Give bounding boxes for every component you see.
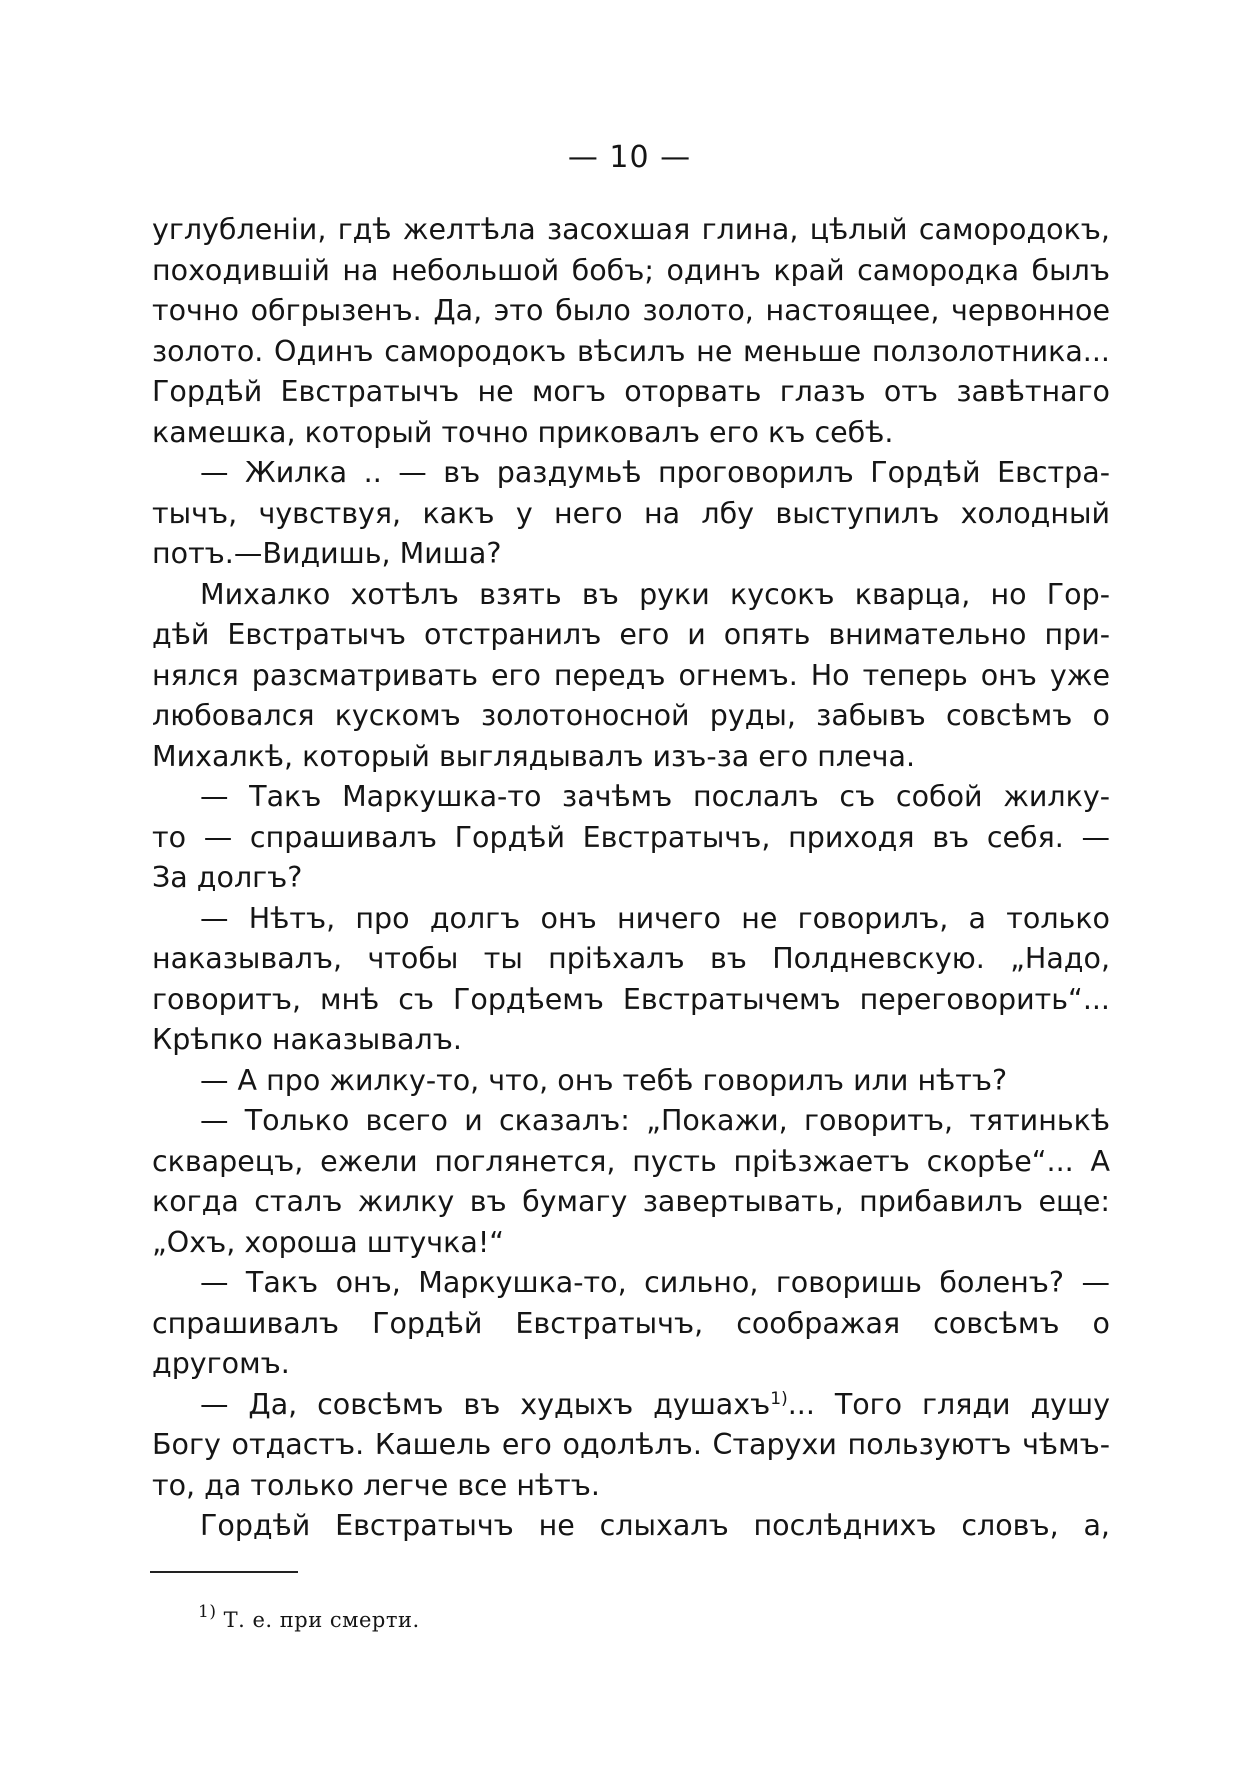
text-line: камешка, который точно приковалъ его къ себѣ. (152, 415, 894, 449)
text-line: — Только всего и сказалъ: „Покажи, говоритъ, тятинькѣ (200, 1104, 1110, 1137)
text-line: Богу отдастъ. Кашель его одолѣлъ. Старухи пользуютъ чѣмъ- (152, 1428, 1110, 1461)
footnote-reference[interactable]: 1) (770, 1388, 788, 1409)
text-line: потъ.—Видишь, Миша? (152, 537, 502, 570)
text-line: — А про жилку-то, что, онъ тебѣ говорилъ или нѣтъ? (200, 1063, 1008, 1097)
text-line: „Охъ, хороша штучка!“ (152, 1225, 505, 1259)
text-line: нялся разсматривать его передъ огнемъ. Но теперь онъ уже (152, 658, 1110, 692)
text-line: За долгъ? (152, 861, 303, 894)
text-line: — Нѣтъ, про долгъ онъ ничего не говорилъ, а только (200, 901, 1110, 935)
text-line: тычъ, чувствуя, какъ у него на лбу выступилъ холодный (152, 496, 1110, 530)
text-line: любовался кускомъ золотоносной руды, забывъ совсѣмъ о (152, 699, 1110, 732)
text-line: золото. Одинъ самородокъ вѣсилъ не меньше ползолотника... (152, 334, 1110, 368)
text-line: — Такъ онъ, Маркушка-то, сильно, говоришь боленъ? — (200, 1266, 1110, 1299)
text-line: другомъ. (152, 1347, 290, 1380)
text-line: дѣй Евстратычъ отстранилъ его и опять внимательно при- (152, 618, 1110, 651)
footnote (198, 1602, 420, 1632)
footnote-text: Т. е. при смерти. (223, 1608, 420, 1632)
text-line: Гордѣй Евстратычъ не слыхалъ послѣднихъ словъ, а, (200, 1509, 1110, 1542)
text-line: углубленіи, гдѣ желтѣла засохшая глина, цѣлый самородокъ, (152, 213, 1110, 246)
text-line: Михалкѣ, который выглядывалъ изъ-за его плеча. (152, 739, 916, 773)
footnote-marker: 1) (198, 1602, 217, 1622)
text-line: — Жилка .. — въ раздумьѣ проговорилъ Гордѣй Евстра- (200, 456, 1110, 489)
text-line: Крѣпко наказывалъ. (152, 1023, 462, 1056)
text-line: то — спрашивалъ Гордѣй Евстратычъ, приходя въ себя. — (152, 820, 1110, 854)
text-line: наказывалъ, чтобы ты пріѣхалъ въ Полдневскую. „Надо, (152, 942, 1110, 975)
text-line: то, да только легче все нѣтъ. (152, 1468, 600, 1502)
footnote-divider (150, 1571, 298, 1573)
text-fragment: ... Того гляди душу (787, 1387, 1110, 1421)
text-line (152, 1385, 1110, 1426)
text-line: спрашивалъ Гордѣй Евстратычъ, соображая совсѣмъ о (152, 1306, 1110, 1340)
text-line: говоритъ, мнѣ съ Гордѣемъ Евстратычемъ переговорить“... (152, 982, 1110, 1016)
body-text (152, 210, 1110, 1547)
text-line: — Такъ Маркушка-то зачѣмъ послалъ съ собой жилку- (200, 780, 1110, 813)
text-fragment: — Да, совсѣмъ въ худыхъ душахъ (200, 1387, 771, 1421)
text-line: когда сталъ жилку въ бумагу завертывать, прибавилъ еще: (152, 1185, 1110, 1218)
text-line: Михалко хотѣлъ взять въ руки кусокъ кварца, но Гор- (200, 577, 1110, 611)
text-line: скварецъ, ежели поглянется, пусть пріѣзжаетъ скорѣе“... А (152, 1144, 1110, 1178)
page-number: — 10 — (567, 140, 692, 175)
text-line: походившій на небольшой бобъ; одинъ край самородка былъ (152, 253, 1110, 287)
text-line: Гордѣй Евстратычъ не могъ оторвать глазъ отъ завѣтнаго (152, 375, 1110, 408)
text-line: точно обгрызенъ. Да, это было золото, настоящее, червонное (152, 294, 1110, 327)
